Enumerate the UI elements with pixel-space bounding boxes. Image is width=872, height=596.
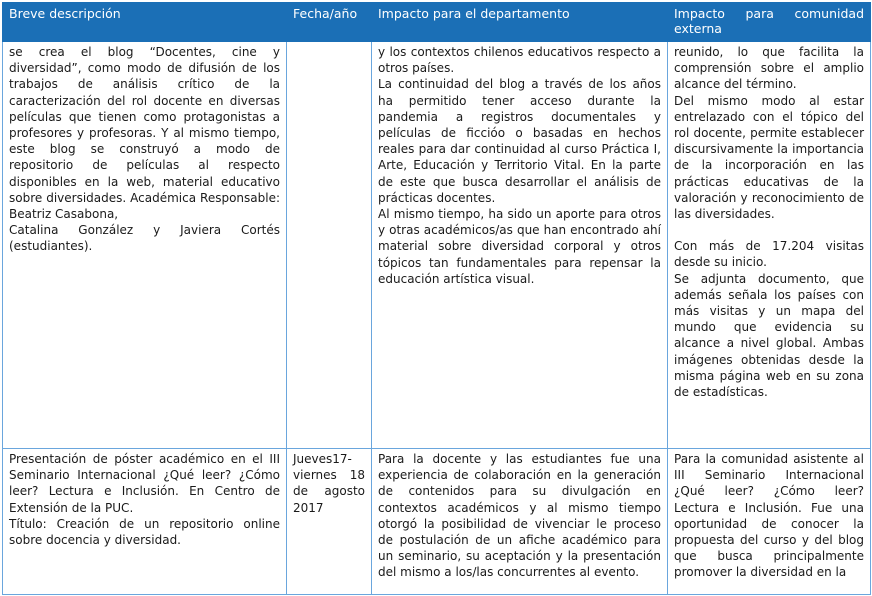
cell-fecha: Jueves17-viernes 18 de agosto 2017 xyxy=(287,449,372,595)
paragraph: reunido, lo que facilita la comprensión sobre el amplio alcance del término. xyxy=(674,45,864,92)
paragraph: La continuidad del blog a través de los años ha permitido tener acceso durante la pandemia a registros documentales y películas de ficcióo o basadas en hechos reales para dar continuidad al curso Práctica I, Arte, Educación y Territorio Vital. En la parte de este que busca desarrollar el análisis de prácticas docentes. xyxy=(378,77,661,205)
header-breve-descripcion: Breve descripción xyxy=(3,3,287,42)
header-fecha: Fecha/año xyxy=(287,3,372,42)
cell-impacto-departamento xyxy=(372,449,668,595)
cell-impacto-departamento xyxy=(372,42,668,449)
header-impacto-comunidad-externa: Impacto para comunidad externa xyxy=(668,3,871,42)
table-header-row xyxy=(3,3,871,42)
paragraph: Del mismo modo al estar entrelazado con el tópico del rol docente, permite establecer discursivamente la importancia de la incorporación en las prácticas educativas de la valoración y reconocimiento de las diversidades. xyxy=(674,93,864,222)
paragraph: Al mismo tiempo, ha sido un aporte para otros y otras académicos/as que han encontrado ahí material sobre diversidad corporal y otros tópicos tan fundamentales para repensar la educación artística visual. xyxy=(378,207,661,286)
paragraph: se crea el blog “Docentes, cine y diversidad”, como modo de difusión de los trabajos de análisis crítico de la caracterización del rol docente en diversas películas que tienen como protagonistas a profesores y profesoras. Y al mismo tiempo, este blog se construyó a modo de repositorio de películas al respecto disponibles en la web, material educativo sobre diversidades. Académica Responsable: Beatriz Casabona, xyxy=(9,45,280,222)
paragraph: Para la comunidad asistente al III Seminario Internacional ¿Qué leer? ¿Cómo leer? Lectura e Inclusión. Fue una oportunidad de conocer la propuesta del curso y del blog que busca principalmente promover la diversidad en la xyxy=(674,452,864,580)
activities-table xyxy=(2,2,871,595)
paragraph: Se adjunta documento, que además señala los países con más visitas y un mapa del mundo que evidencia su alcance a nivel global. Ambas imágenes obtenidas desde la misma página web en su zona de estadísticas. xyxy=(674,271,864,400)
paragraph: Título: Creación de un repositorio online sobre docencia y diversidad. xyxy=(9,516,280,548)
spacer xyxy=(674,222,864,238)
cell-impacto-externa xyxy=(668,449,871,595)
paragraph: Con más de 17.204 visitas desde su inicio. xyxy=(674,239,864,270)
paragraph: Catalina González y Javiera Cortés (estudiantes). xyxy=(9,223,280,254)
header-impacto-departamento: Impacto para el departamento xyxy=(372,3,668,42)
paragraph: Para la docente y las estudiantes fue una experiencia de colaboración en la generación de contenidos para su divulgación en contextos académicos y al mismo tiempo otorgó la posibilidad de vivenciar le proceso de postulación de un afiche académico para un seminario, su aceptación y la presentación del mismo a los/las concurrentes al evento. xyxy=(378,452,661,580)
paragraph: y los contextos chilenos educativos respecto a otros países. xyxy=(378,45,661,76)
cell-descripcion xyxy=(3,42,287,449)
paragraph: Presentación de póster académico en el III Seminario Internacional ¿Qué leer? ¿Cómo leer? Lectura e Inclusión. En Centro de Extensión de la PUC. xyxy=(9,452,280,515)
table-row xyxy=(3,42,871,449)
cell-impacto-externa xyxy=(668,42,871,449)
table-row xyxy=(3,449,871,595)
cell-fecha xyxy=(287,42,372,449)
cell-descripcion xyxy=(3,449,287,595)
